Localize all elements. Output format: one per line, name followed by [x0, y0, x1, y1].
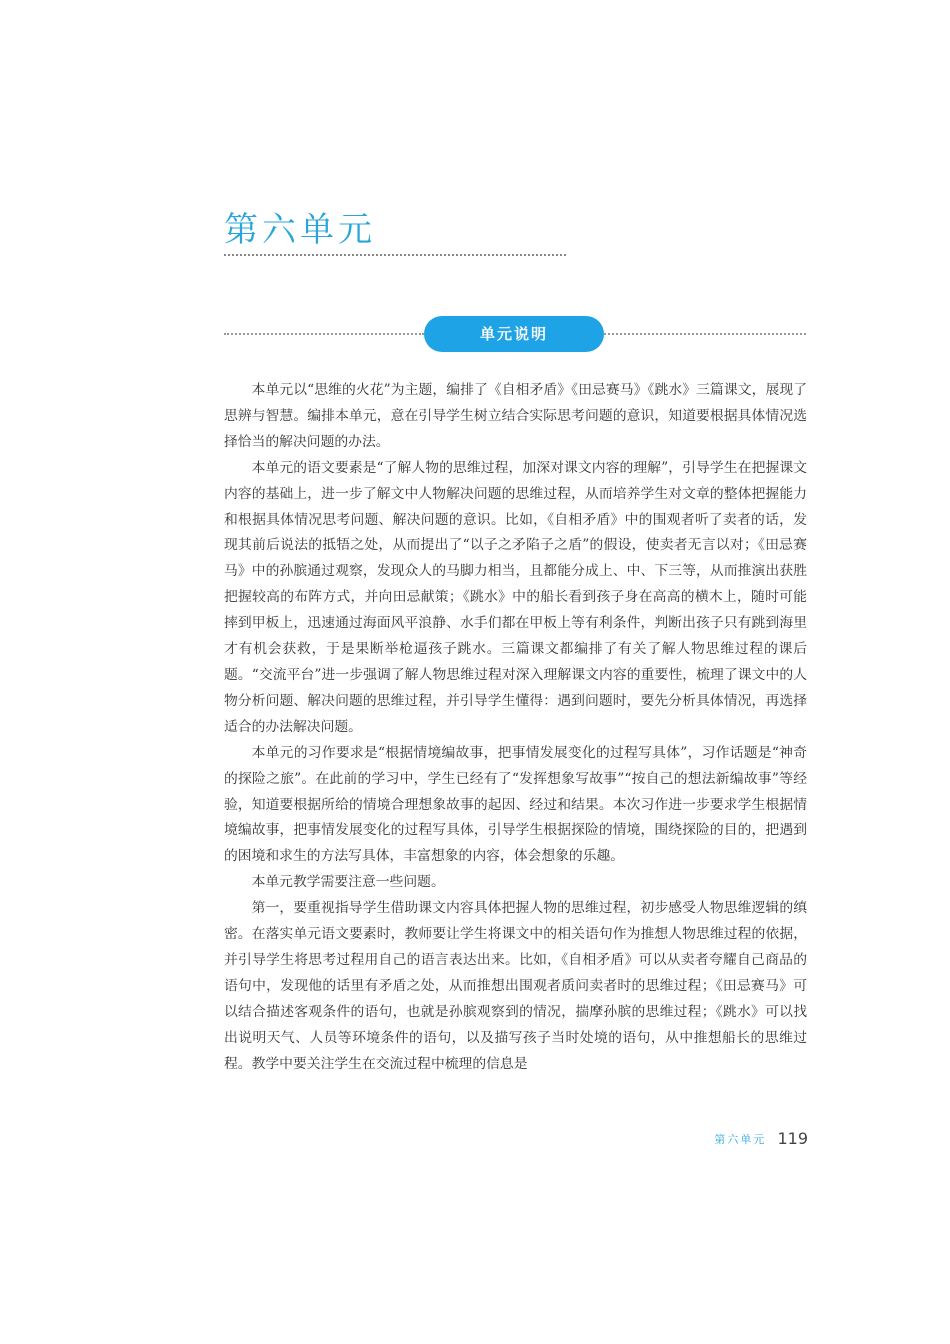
title-divider: [224, 254, 566, 256]
paragraph: 本单元的语文要素是“了解人物的思维过程，加深对课文内容的理解”，引导学生在把握课文内容的基础上，进一步了解文中人物解决问题的思维过程，从而培养学生对文章的整体把握能力和根据具体情况思考问题、解决问题的意识。比如，《自相矛盾》中的围观者听了卖者的话，发现其前后说法的抵牾之处，从而提出了“以子之矛陷子之盾”的假设，使卖者无言以对；《田忌赛马》中的孙膑通过观察，发现众人的马脚力相当，且都能分成上、中、下三等，从而推演出获胜把握较高的布阵方式，并向田忌献策；《跳水》中的船长看到孩子身在高高的横木上，随时可能摔到甲板上，迅速通过海面风平浪静、水手们都在甲板上等有利条件，判断出孩子只有跳到海里才有机会获救，于是果断举枪逼孩子跳水。三篇课文都编排了有关了解人物思维过程的课后题。“交流平台”进一步强调了解人物思维过程对深入理解课文内容的重要性，梳理了课文中的人物分析问题、解决问题的思维过程，并引导学生懂得：遇到问题时，要先分析具体情况，再选择适合的办法解决问题。: [224, 459, 807, 735]
page-number: 119: [777, 1129, 808, 1148]
paragraph: 本单元以“思维的火花”为主题，编排了《自相矛盾》《田忌赛马》《跳水》三篇课文，展现了思辨与智慧。编排本单元，意在引导学生树立结合实际思考问题的意识，知道要根据具体情况选择恰当的解决问题的办法。: [224, 382, 807, 450]
section-title-pill: 单元说明: [424, 316, 604, 352]
footer-unit-label: 第六单元: [714, 1132, 767, 1146]
paragraph: 本单元的习作要求是“根据情境编故事，把事情发展变化的过程写具体”，习作话题是“神奇的探险之旅”。在此前的学习中，学生已经有了“发挥想象写故事”“按自己的想法新编故事”等经验，知道要根据所给的情境合理想象故事的起因、经过和结果。本次习作进一步要求学生根据情境编故事，把事情发展变化的过程写具体，引导学生根据探险的情境，围绕探险的目的，把遇到的困境和求生的方法写具体，丰富想象的内容，体会想象的乐趣。: [224, 744, 807, 865]
section-header: [224, 316, 806, 352]
paragraph: 第一，要重视指导学生借助课文内容具体把握人物的思维过程，初步感受人物思维逻辑的缜密。在落实单元语文要素时，教师要让学生将课文中的相关语句作为推想人物思维过程的依据，并引导学生将思考过程用自己的语言表达出来。比如，《自相矛盾》可以从卖者夸耀自己商品的语句中，发现他的话里有矛盾之处，从而推想出围观者质问卖者时的思维过程；《田忌赛马》可以结合描述客观条件的语句，也就是孙膑观察到的情况，揣摩孙膑的思维过程；《跳水》可以找出说明天气、人员等环境条件的语句，以及描写孩子当时处境的语句，从中推想船长的思维过程。教学中要关注学生在交流过程中梳理的信息是: [224, 900, 807, 1072]
section-divider-right: [604, 333, 806, 335]
paragraph: 本单元教学需要注意一些问题。: [251, 874, 445, 891]
page-footer: [714, 1128, 808, 1148]
section-divider-left: [224, 333, 424, 335]
body-text: [224, 378, 807, 1077]
unit-title: 第六单元: [224, 210, 376, 250]
